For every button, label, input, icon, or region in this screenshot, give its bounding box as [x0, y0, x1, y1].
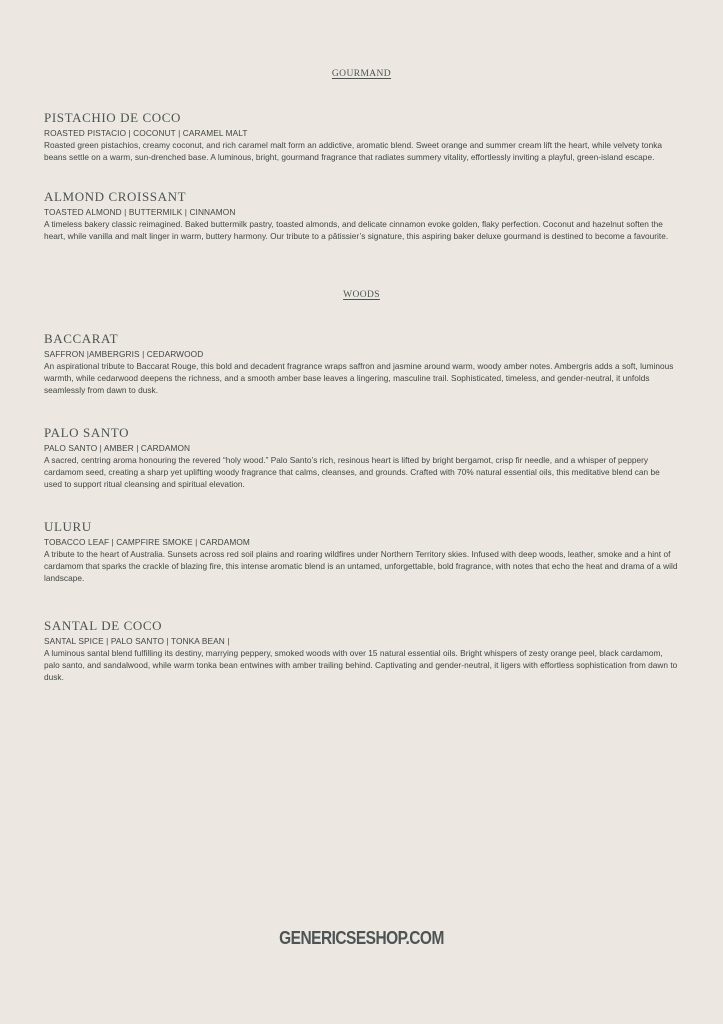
- product-title: BACCARAT: [44, 331, 119, 346]
- product-description: An aspirational tribute to Baccarat Rouge, this bold and decadent fragrance wraps saffron and jasmine around warm, woody amber notes. Ambergris adds a soft, luminous warmth, while cedarwood deepens the richness, and a smooth amber base leaves a lingering, masculine trail. Sophisticated, timeless, and gender-neutral, it unfolds seamlessly from dawn to dusk.: [44, 361, 674, 395]
- product-notes: TOBACCO LEAF | CAMPFIRE SMOKE | CARDAMOM: [44, 537, 250, 547]
- section-heading-gourmand: GOURMAND: [331, 69, 392, 79]
- product-notes: TOASTED ALMOND | BUTTERMILK | CINNAMON: [44, 207, 236, 217]
- product-notes: ROASTED PISTACIO | COCONUT | CARAMEL MALT: [44, 128, 248, 138]
- product-entry: [44, 425, 680, 490]
- product-entry: [44, 189, 680, 242]
- product-title: PISTACHIO DE COCO: [44, 110, 182, 125]
- product-notes: SAFFRON |AMBERGRIS | CEDARWOOD: [44, 349, 204, 359]
- product-description: A sacred, centring aroma honouring the revered “holy wood.” Palo Santo’s rich, resinous heart is lifted by bright bergamot, crisp fir needle, and a whisper of peppery cardamom seed, creating a sharp yet uplifting woody fragrance that calms, cleanses, and grounds. Crafted with 70% natural essential oils, this meditative blend can be used to support ritual cleansing and spiritual elevation.: [44, 455, 660, 489]
- product-entry: [44, 519, 680, 584]
- product-title: PALO SANTO: [44, 425, 130, 440]
- product-entry: [44, 110, 680, 163]
- product-description: A timeless bakery classic reimagined. Baked buttermilk pastry, toasted almonds, and delicate cinnamon evoke golden, flaky perfection. Coconut and hazelnut soften the heart, while vanilla and malt linger in warm, buttery harmony. Our tribute to a pâtissier’s signature, this aspiring baker deluxe gourmand is destined to become a favourite.: [44, 219, 669, 241]
- footer-website: GENERICSESHOP.COM: [279, 928, 444, 948]
- product-description: Roasted green pistachios, creamy coconut, and rich caramel malt form an addictive, aromatic blend. Sweet orange and summer cream lift the heart, while velvety tonka beans settle on a warm, sun-drenched base. A luminous, bright, gourmand fragrance that radiates summery vitality, effortlessly inviting a playful, green-island escape.: [44, 140, 663, 162]
- product-title: SANTAL DE COCO: [44, 618, 163, 633]
- product-entry: [44, 618, 680, 683]
- product-title: ULURU: [44, 519, 92, 534]
- product-notes: PALO SANTO | AMBER | CARDAMON: [44, 443, 191, 453]
- product-description: A luminous santal blend fulfilling its destiny, marrying peppery, smoked woods with over 15 natural essential oils. Bright whispers of zesty orange peel, black cardamom, palo santo, and sandalwood, while warm tonka bean entwines with amber trailing behind. Captivating and gender-neutral, it ligers with effortless sophistication from dawn to dusk.: [44, 648, 678, 682]
- product-description: A tribute to the heart of Australia. Sunsets across red soil plains and roaring wildfires under Northern Territory skies. Infused with deep woods, leather, smoke and a hint of cardamom that sparks the crackle of blazing fire, this intense aromatic blend is an untamed, unforgettable, bold fragrance, with notes that echo the heat and drama of a wild landscape.: [44, 549, 678, 583]
- section-heading-woods: WOODS: [343, 290, 380, 300]
- product-entry: [44, 331, 680, 396]
- product-title: ALMOND CROISSANT: [44, 189, 187, 204]
- product-notes: SANTAL SPICE | PALO SANTO | TONKA BEAN |: [44, 636, 230, 646]
